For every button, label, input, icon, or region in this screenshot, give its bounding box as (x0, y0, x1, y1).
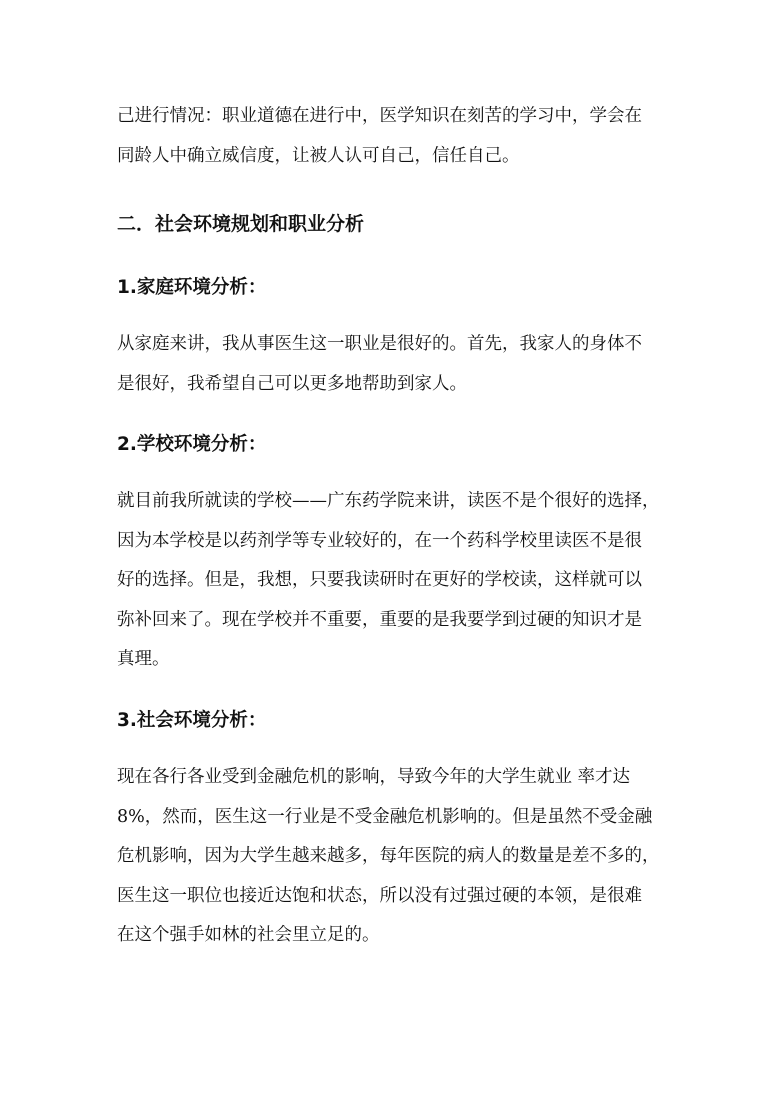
school-line-1: 就目前我所就读的学校——广东药学院来讲，读医不是个很好的选择， (117, 491, 660, 511)
school-line-4: 弥补回来了。现在学校并不重要，重要的是我要学到过硬的知识才是 (117, 609, 642, 630)
society-line-2: 8%，然而，医生这一行业是不受金融危机影响的。但是虽然不受金融 (117, 806, 653, 827)
intro-paragraph (117, 97, 665, 176)
society-line-3: 危机影响，因为大学生越来越多，每年医院的病人的数量是差不多的， (117, 846, 660, 866)
school-line-5: 真理。 (117, 649, 170, 669)
society-line-5: 在这个强手如林的社会里立足的。 (117, 925, 380, 945)
school-line-2: 因为本学校是以药剂学等专业较好的，在一个药科学校里读医不是很 (117, 530, 642, 551)
family-line-1: 从家庭来讲，我从事医生这一职业是很好的。首先，我家人的身体不 (117, 334, 642, 354)
school-line-3: 好的选择。但是，我想，只要我读研时在更好的学校读，这样就可以 (117, 570, 642, 590)
school-heading: 2.学校环境分析： (117, 434, 267, 455)
society-paragraph (117, 758, 665, 956)
family-paragraph (117, 325, 665, 404)
school-paragraph (117, 482, 665, 680)
family-heading: 1.家庭环境分析： (117, 277, 267, 298)
society-line-1: 现在各行各业受到金融危机的影响，导致今年的大学生就业 率才达 (117, 767, 631, 787)
family-line-2: 是很好，我希望自己可以更多地帮助到家人。 (117, 373, 467, 394)
intro-line-2: 同龄人中确立威信度，让被人认可自己，信任自己。 (117, 145, 520, 166)
intro-line-1: 己进行情况：职业道德在进行中，医学知识在刻苦的学习中，学会在 (117, 106, 642, 126)
section-two-title: 二．社会环境规划和职业分析 (117, 213, 365, 235)
society-heading: 3.社会环境分析： (117, 710, 267, 731)
society-line-4: 医生这一职位也接近达饱和状态，所以没有过强过硬的本领，是很难 (117, 885, 642, 906)
